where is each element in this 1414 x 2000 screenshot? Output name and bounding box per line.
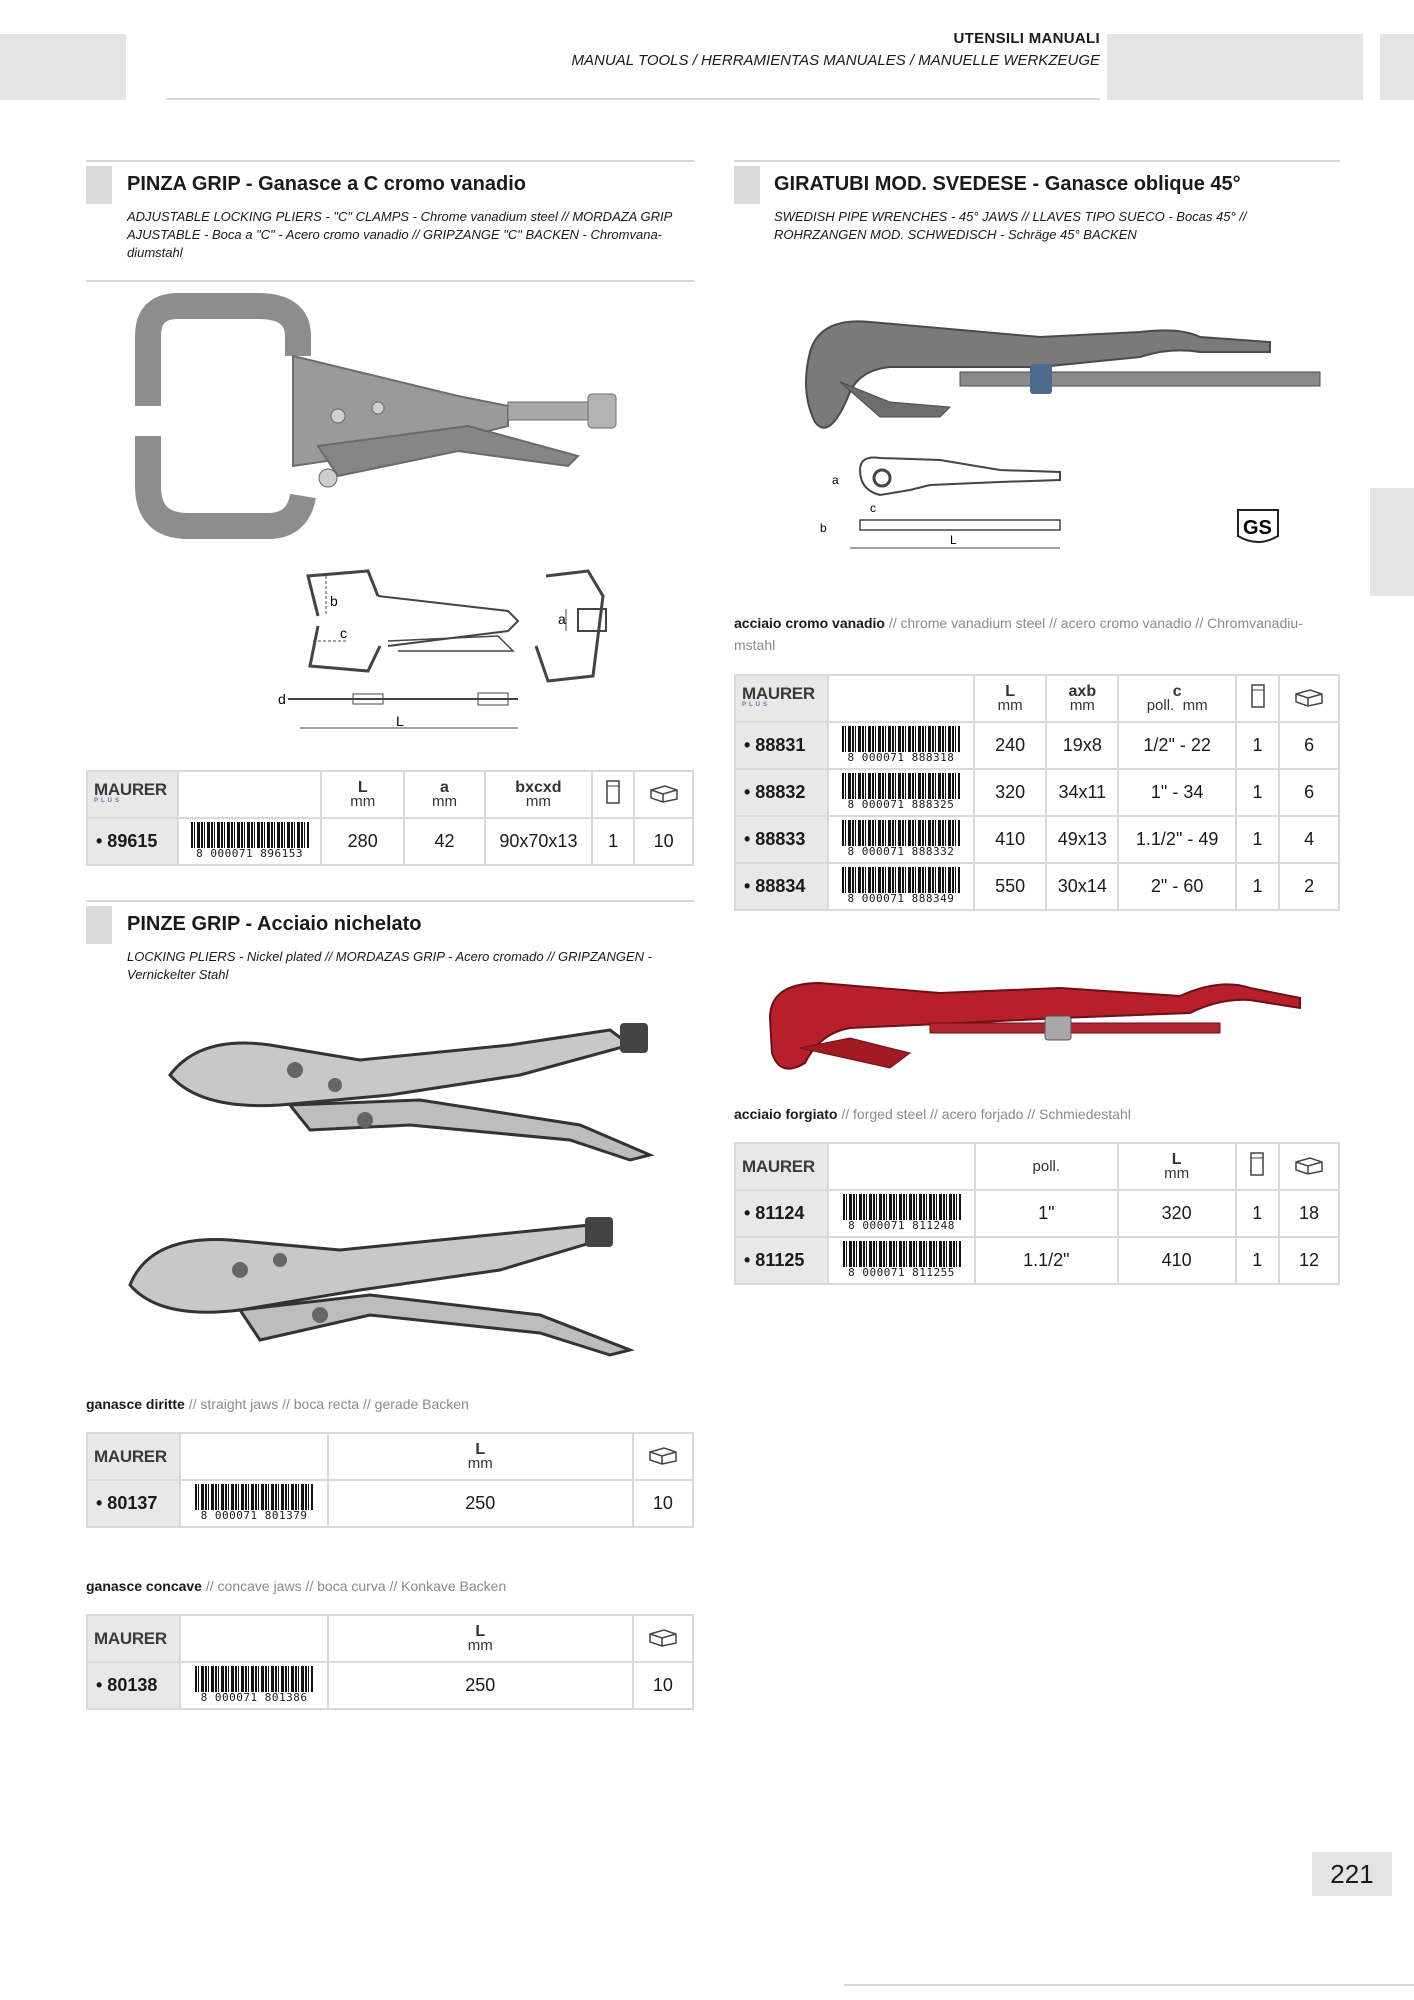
section-marker bbox=[86, 906, 112, 944]
cell-L: 320 bbox=[1118, 1190, 1236, 1237]
cell-axb: 34x11 bbox=[1046, 769, 1118, 816]
cell-pack: 1 bbox=[592, 818, 634, 865]
header-rule bbox=[166, 98, 1100, 100]
maurer-logo: MAURER bbox=[94, 1629, 167, 1648]
cell-poll: 1" bbox=[975, 1190, 1118, 1237]
table-pinza-c bbox=[86, 770, 694, 866]
header-band-edge bbox=[1380, 34, 1414, 100]
barcode: 8 000071 811248 bbox=[828, 1190, 975, 1237]
section-rule bbox=[86, 160, 694, 162]
table-row bbox=[735, 863, 1339, 910]
dim-label-a: a bbox=[558, 611, 566, 627]
cell-c: 1/2" - 22 bbox=[1118, 722, 1236, 769]
barcode: 8 000071 888325 bbox=[828, 769, 974, 816]
c-clamp-pliers-image bbox=[128, 296, 648, 546]
cell-box: 6 bbox=[1279, 722, 1339, 769]
col-header-axb: axb mm bbox=[1046, 675, 1118, 722]
product-code: • 80137 bbox=[87, 1480, 180, 1527]
table-row bbox=[87, 1480, 693, 1527]
section-title-pinza-c: PINZA GRIP - Ganasce a C cromo vanadio bbox=[127, 173, 527, 195]
cell-box: 10 bbox=[633, 1662, 693, 1709]
dim-label-d: d bbox=[278, 691, 286, 707]
col-header-L: L mm bbox=[328, 1615, 633, 1662]
single-pack-icon bbox=[1250, 683, 1266, 709]
col-header-c: c poll. mm bbox=[1118, 675, 1236, 722]
cell-c: 2" - 60 bbox=[1118, 863, 1236, 910]
cell-pack: 1 bbox=[1236, 1190, 1279, 1237]
cell-poll: 1.1/2" bbox=[975, 1237, 1118, 1284]
cell-axb: 30x14 bbox=[1046, 863, 1118, 910]
cell-axb: 19x8 bbox=[1046, 722, 1118, 769]
dim-label-c: c bbox=[340, 625, 347, 641]
product-code: • 89615 bbox=[87, 818, 178, 865]
note-forged-steel: acciaio forgiato // forged steel // acero forjado // Schmiedestahl bbox=[734, 1106, 1131, 1122]
section-rule bbox=[86, 280, 694, 282]
product-code: • 88833 bbox=[735, 816, 828, 863]
col-header-poll: poll. bbox=[975, 1143, 1118, 1190]
product-code: • 88831 bbox=[735, 722, 828, 769]
cell-L: 550 bbox=[974, 863, 1046, 910]
section-title-pinze-nichel: PINZE GRIP - Acciaio nichelato bbox=[127, 913, 422, 935]
maurer-logo: MAURER PLUS bbox=[742, 684, 815, 708]
maurer-logo: MAURER PLUS bbox=[94, 780, 167, 804]
brand-cell bbox=[87, 771, 178, 818]
col-header-bxcxd: bxcxd mm bbox=[485, 771, 592, 818]
cell-c: 1.1/2" - 49 bbox=[1118, 816, 1236, 863]
col-header-L: L mm bbox=[1118, 1143, 1236, 1190]
col-header-pack bbox=[592, 771, 634, 818]
cell-L: 250 bbox=[328, 1480, 633, 1527]
col-header-pack bbox=[1236, 675, 1279, 722]
dim-label-L: L bbox=[950, 533, 957, 547]
chrome-pipe-wrench-image bbox=[800, 312, 1320, 462]
cell-L: 410 bbox=[974, 816, 1046, 863]
col-header-pack bbox=[1236, 1143, 1279, 1190]
table-straight-jaws bbox=[86, 1432, 694, 1528]
dim-label-b: b bbox=[330, 593, 338, 609]
single-pack-icon bbox=[605, 779, 621, 805]
barcode: 8 000071 801386 bbox=[180, 1662, 327, 1709]
note-straight-jaws: ganasce diritte // straight jaws // boca recta // gerade Backen bbox=[86, 1396, 469, 1412]
concave-jaw-pliers-image bbox=[120, 1215, 640, 1365]
section-marker bbox=[734, 166, 760, 204]
cell-c: 1" - 34 bbox=[1118, 769, 1236, 816]
col-header-box bbox=[633, 1433, 693, 1480]
product-code: • 80138 bbox=[87, 1662, 180, 1709]
dim-label-L: L bbox=[396, 713, 404, 729]
table-concave-jaws bbox=[86, 1614, 694, 1710]
cell-pack: 1 bbox=[1236, 722, 1279, 769]
col-header-box bbox=[634, 771, 693, 818]
header-band-left bbox=[0, 34, 126, 100]
side-tab bbox=[1370, 488, 1414, 596]
barcode: 8 000071 888332 bbox=[828, 816, 974, 863]
page-number: 221 bbox=[1312, 1852, 1392, 1896]
table-row bbox=[735, 722, 1339, 769]
table-row bbox=[735, 816, 1339, 863]
svg-text:GS: GS bbox=[1243, 517, 1272, 539]
box-icon bbox=[1293, 685, 1325, 707]
cell-pack: 1 bbox=[1236, 1237, 1279, 1284]
table-row bbox=[87, 1662, 693, 1709]
cell-pack: 1 bbox=[1236, 769, 1279, 816]
section-desc-giratubi: SWEDISH PIPE WRENCHES - 45° JAWS // LLAVES TIPO SUECO - Bocas 45° // ROHRZANGEN MOD. SCHWEDISCH - Schräge 45° BACKEN bbox=[774, 209, 1247, 242]
cell-box: 18 bbox=[1279, 1190, 1339, 1237]
header-title: UTENSILI MANUALI bbox=[953, 30, 1100, 47]
table-giratubi-forgiato bbox=[734, 1142, 1340, 1285]
barcode: 8 000071 811255 bbox=[828, 1237, 975, 1284]
cell-pack: 1 bbox=[1236, 816, 1279, 863]
col-header-L: L mm bbox=[328, 1433, 633, 1480]
single-pack-icon bbox=[1249, 1151, 1265, 1177]
product-code: • 88832 bbox=[735, 769, 828, 816]
col-header-L: L mm bbox=[321, 771, 404, 818]
product-code: • 88834 bbox=[735, 863, 828, 910]
header-subtitle: MANUAL TOOLS / HERRAMIENTAS MANUALES / MANUELLE WERKZEUGE bbox=[571, 52, 1100, 69]
cell-axb: 49x13 bbox=[1046, 816, 1118, 863]
col-header-L: L mm bbox=[974, 675, 1046, 722]
section-marker bbox=[86, 166, 112, 204]
col-header-box bbox=[1279, 675, 1339, 722]
barcode: 8 000071 888318 bbox=[828, 722, 974, 769]
table-row bbox=[735, 769, 1339, 816]
cell-box: 6 bbox=[1279, 769, 1339, 816]
cell-box: 10 bbox=[633, 1480, 693, 1527]
cell-box: 12 bbox=[1279, 1237, 1339, 1284]
note-concave-jaws: ganasce concave // concave jaws // boca curva // Konkave Backen bbox=[86, 1578, 507, 1594]
table-giratubi-cromo bbox=[734, 674, 1340, 911]
cell-L: 410 bbox=[1118, 1237, 1236, 1284]
section-desc-pinze-nichel: LOCKING PLIERS - Nickel plated // MORDAZAS GRIP - Acero cromado // GRIPZANGEN - Vernickelter Stahl bbox=[127, 949, 652, 982]
cell-box: 2 bbox=[1279, 863, 1339, 910]
section-rule bbox=[86, 900, 694, 902]
straight-jaw-pliers-image bbox=[160, 1015, 660, 1165]
cell-L: 320 bbox=[974, 769, 1046, 816]
pipe-wrench-dimension-diagram bbox=[820, 450, 1080, 560]
barcode: 8 000071 896153 bbox=[178, 818, 321, 865]
cell-pack: 1 bbox=[1236, 863, 1279, 910]
section-desc-pinza-c: ADJUSTABLE LOCKING PLIERS - "C" CLAMPS - Chrome vanadium steel // MORDAZA GRIP AJUSTABLE - Boca a "C" - Acero cromo vanadio // GRIPZANGE "C" BACKEN - Chromvana-diumstahl bbox=[127, 209, 672, 260]
dim-label-a: a bbox=[832, 473, 839, 487]
cell-a: 42 bbox=[404, 818, 485, 865]
col-header-box bbox=[1279, 1143, 1339, 1190]
maurer-logo: MAURER bbox=[94, 1447, 167, 1466]
header-band-right bbox=[1107, 34, 1363, 100]
product-code: • 81125 bbox=[735, 1237, 828, 1284]
box-icon bbox=[1293, 1153, 1325, 1175]
forged-pipe-wrench-image bbox=[760, 968, 1320, 1078]
cell-L: 240 bbox=[974, 722, 1046, 769]
barcode: 8 000071 801379 bbox=[180, 1480, 327, 1527]
note-chrome-vanadium: acciaio cromo vanadio // chrome vanadium steel // acero cromo vanadio // Chromvanadiu-mstahl bbox=[734, 615, 1303, 653]
maurer-logo: MAURER bbox=[742, 1157, 815, 1176]
section-rule bbox=[734, 160, 1340, 162]
box-icon bbox=[648, 781, 680, 803]
table-row bbox=[87, 818, 693, 865]
gs-certification-icon bbox=[1234, 506, 1282, 548]
section-title-giratubi: GIRATUBI MOD. SVEDESE - Ganasce oblique 45° bbox=[774, 173, 1241, 195]
box-icon bbox=[647, 1625, 679, 1647]
c-clamp-dimension-diagram bbox=[278, 556, 688, 746]
cell-bxcxd: 90x70x13 bbox=[485, 818, 592, 865]
dim-label-c: c bbox=[870, 501, 876, 515]
box-icon bbox=[647, 1443, 679, 1465]
barcode: 8 000071 888349 bbox=[828, 863, 974, 910]
table-row bbox=[735, 1190, 1339, 1237]
footer-rule bbox=[844, 1984, 1414, 1986]
product-code: • 81124 bbox=[735, 1190, 828, 1237]
table-row bbox=[735, 1237, 1339, 1284]
cell-L: 250 bbox=[328, 1662, 633, 1709]
col-header-a: a mm bbox=[404, 771, 485, 818]
col-header-box bbox=[633, 1615, 693, 1662]
cell-box: 10 bbox=[634, 818, 693, 865]
cell-L: 280 bbox=[321, 818, 404, 865]
cell-box: 4 bbox=[1279, 816, 1339, 863]
dim-label-b: b bbox=[820, 521, 827, 535]
